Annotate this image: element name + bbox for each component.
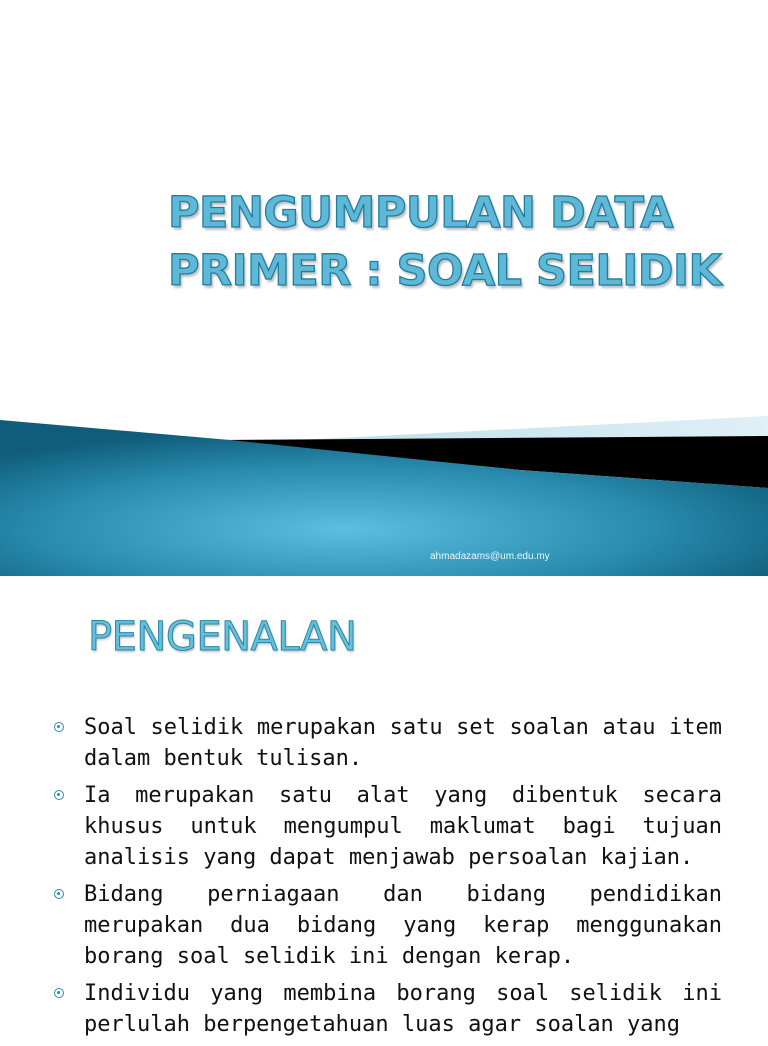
bullet-list [54, 712, 722, 1046]
bullet-text: Ia merupakan satu alat yang dibentuk secara khusus untuk mengumpul maklumat bagi tujuan analisis yang dapat menjawab persoalan kajian. [84, 783, 722, 870]
bullet-text: Soal selidik merupakan satu set soalan atau item dalam bentuk tulisan. [84, 715, 722, 771]
list-item [54, 712, 722, 774]
title-line-2: PRIMER : SOAL SELIDIK [168, 246, 722, 296]
bullet-text: Individu yang membina borang soal selidik ini perlulah berpengetahuan luas agar soalan yang [84, 981, 722, 1037]
list-item [54, 978, 722, 1040]
target-bullet-icon [54, 988, 64, 998]
title-line-1: PENGUMPULAN DATA [168, 188, 673, 238]
target-bullet-icon [54, 722, 64, 732]
list-item [54, 780, 722, 873]
list-item [54, 879, 722, 972]
decorative-banner [0, 400, 768, 576]
slide-introduction [0, 576, 768, 1037]
footer-email: ahmadazams@um.edu.my [430, 551, 550, 562]
target-bullet-icon [54, 790, 64, 800]
slide-heading: PENGENALAN [88, 614, 357, 660]
slide-title-heading [168, 184, 728, 300]
bullet-text: Bidang perniagaan dan bidang pendidikan merupakan dua bidang yang kerap menggunakan borang soal selidik ini dengan kerap. [84, 882, 722, 969]
target-bullet-icon [54, 889, 64, 899]
